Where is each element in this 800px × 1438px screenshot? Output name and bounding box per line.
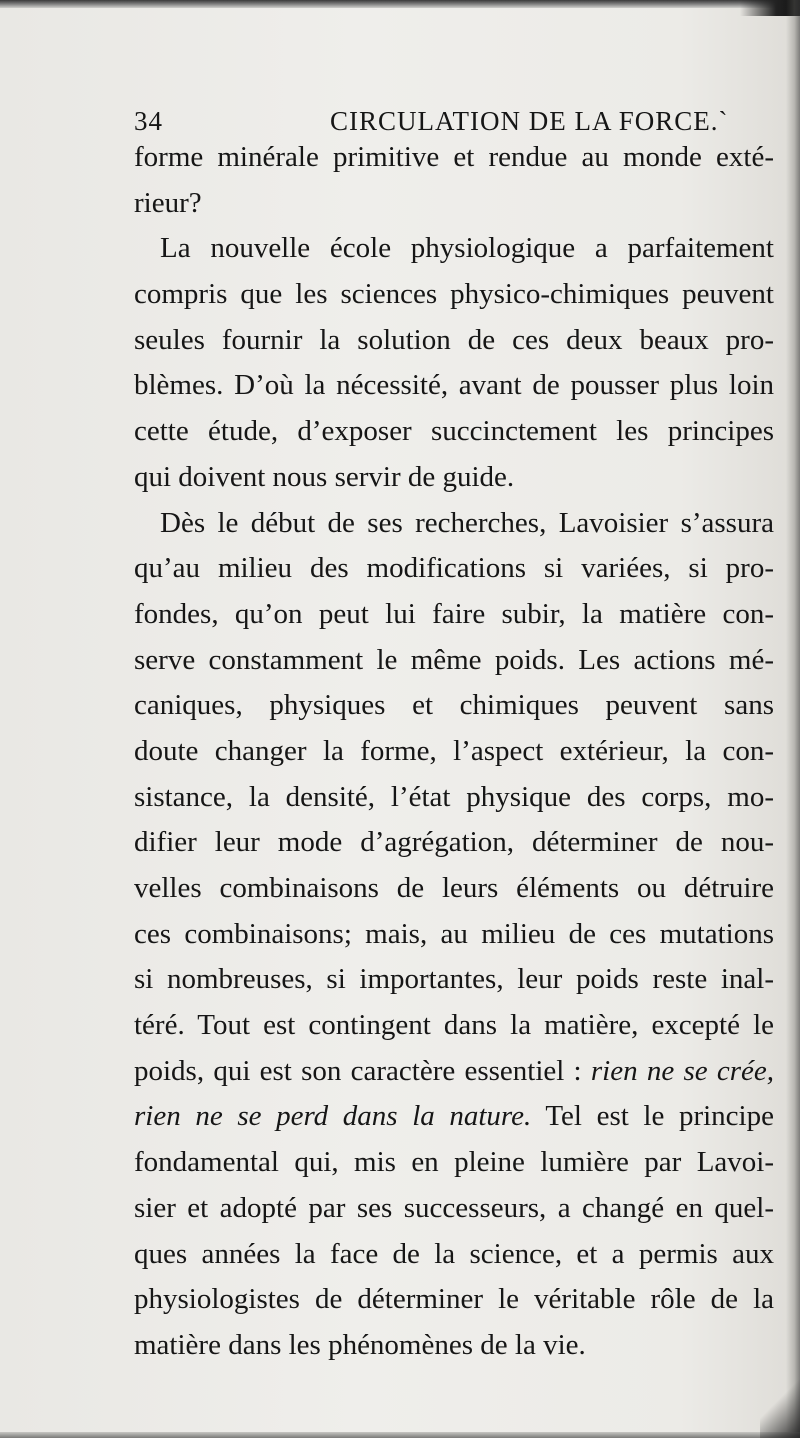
roman-text: Tel est le principe [531, 1100, 774, 1133]
roman-text: poids, qui est son caractère essentiel : [134, 1054, 591, 1087]
running-title: CIRCULATION DE LA FORCE.` [330, 106, 729, 136]
text-line: téré. Tout est contingent dans la matière, excepté le [134, 1009, 774, 1042]
text-line: ques années la face de la science, et a permis aux [134, 1237, 774, 1270]
text-line [134, 1094, 774, 1140]
italic-maxim: rien ne se perd dans la nature. [134, 1100, 532, 1133]
italic-maxim: rien ne se crée, [590, 1054, 774, 1087]
text-line: fondes, qu’on peut lui faire subir, la matière con- [134, 597, 774, 630]
text-line: sier et adopté par ses successeurs, a changé en quel- [134, 1191, 774, 1224]
text-line [134, 1049, 774, 1095]
text-line: caniques, physiques et chimiques peuvent sans [134, 689, 774, 722]
right-page-edge [786, 0, 800, 1438]
text-line: velles combinaisons de leurs éléments ou détruire [134, 872, 774, 904]
text-line: sistance, la densité, l’état physique des corps, mo- [134, 780, 774, 813]
paragraph-start-line: La nouvelle école physiologique a parfaitement [160, 232, 774, 265]
bottom-page-edge [0, 1432, 800, 1438]
text-line: fondamental qui, mis en pleine lumière par Lavoi- [134, 1146, 774, 1179]
text-line: forme minérale primitive et rendue au monde exté- [134, 141, 774, 173]
text-line: physiologistes de déterminer le véritable rôle de la [134, 1283, 774, 1316]
bottom-right-shadow [760, 1378, 800, 1438]
text-line: qu’au milieu des modifications si variées, si pro- [134, 552, 774, 585]
text-line: blèmes. D’où la nécessité, avant de pousser plus loin [134, 369, 774, 402]
text-line: seules fournir la solution de ces deux beaux pro- [134, 323, 774, 356]
text-line: si nombreuses, si importantes, leur poids reste inal- [134, 963, 774, 996]
text-line: doute changer la forme, l’aspect extérieur, la con- [134, 734, 774, 767]
paragraph-start-line: Dès le début de ses recherches, Lavoisier s’assura [160, 506, 774, 539]
top-page-edge [0, 0, 800, 8]
text-line: cette étude, d’exposer succinctement les principes [134, 415, 774, 448]
text-line: rieur? [134, 186, 202, 219]
text-line: difier leur mode d’agrégation, déterminer de nou- [134, 826, 774, 859]
body-text [134, 135, 774, 1369]
text-line: ces combinaisons; mais, au milieu de ces mutations [134, 917, 774, 950]
text-line: qui doivent nous servir de guide. [134, 460, 515, 493]
page-number: 34 [134, 106, 163, 136]
text-line: serve constamment le même poids. Les actions mé- [134, 643, 774, 676]
text-line: compris que les sciences physico-chimiques peuvent [134, 278, 774, 311]
text-line: matière dans les phénomènes de la vie. [134, 1328, 586, 1361]
